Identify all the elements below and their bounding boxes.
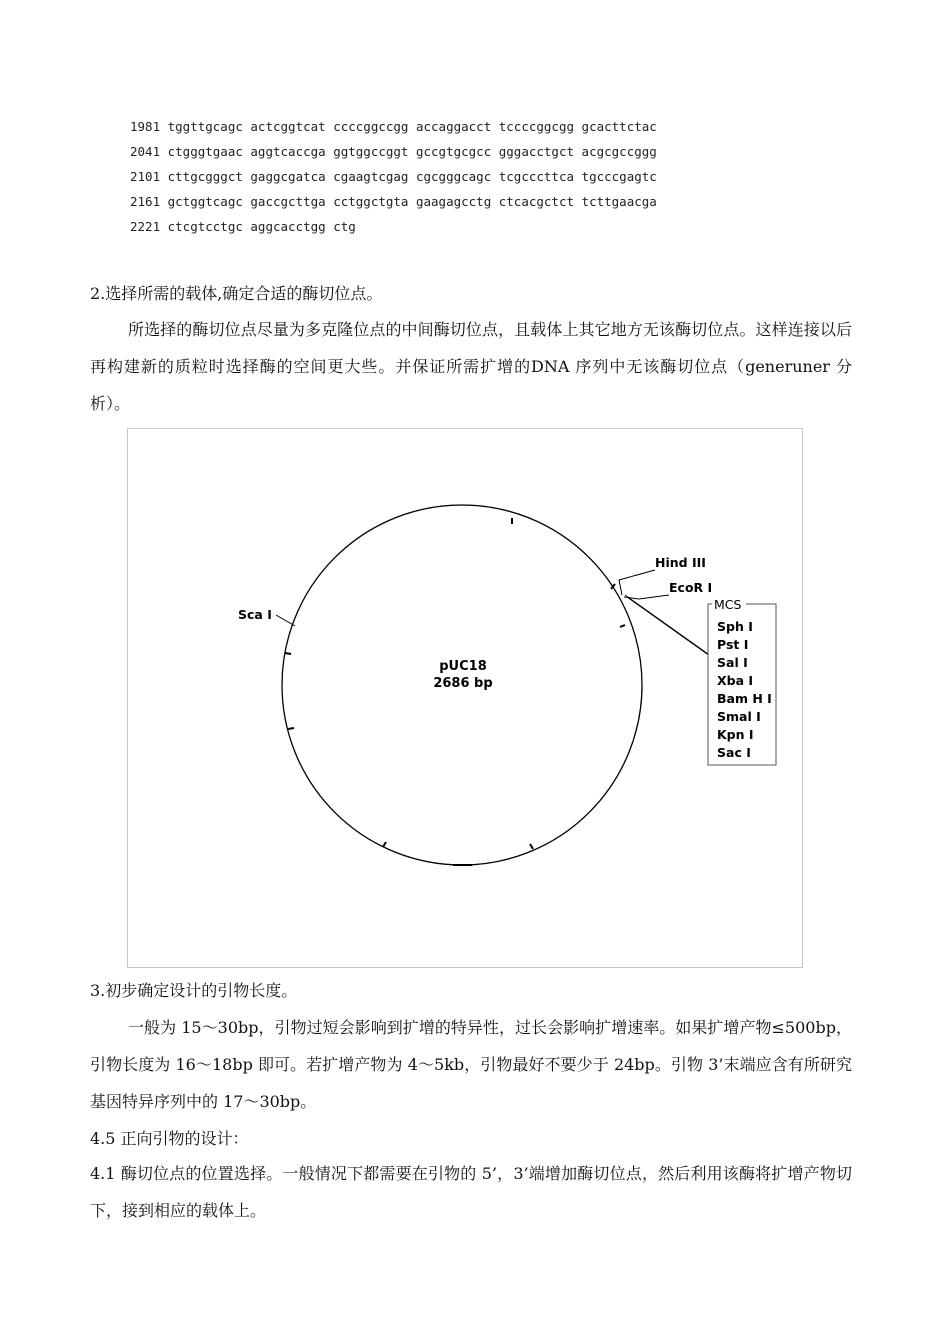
hind-iii-label: Hind III	[655, 555, 706, 570]
sequence-block	[130, 118, 657, 243]
mcs-site: Sac I	[717, 745, 751, 760]
plasmid-size: 2686 bp	[433, 676, 493, 691]
sequence-line: 1981 tggttgcagc actcggtcat ccccggccgg accaggacct tccccggcgg gcacttctac	[130, 119, 657, 134]
section-2-heading: 2.选择所需的载体,确定合适的酶切位点。	[90, 284, 383, 303]
mcs-site: Sal I	[717, 655, 748, 670]
ecor-i-leader	[624, 595, 669, 599]
plasmid-map-svg	[128, 429, 804, 969]
mcs-leader-lower	[627, 597, 710, 656]
section-3-heading: 3.初步确定设计的引物长度。	[90, 981, 298, 1000]
ecor-i-label: EcoR I	[669, 580, 713, 595]
sequence-line: 2161 gctggtcagc gaccgcttga cctggctgta gaagagcctg ctcacgctct tcttgaacga	[130, 194, 657, 209]
plasmid-map-figure	[127, 428, 803, 968]
mcs-title: MCS	[714, 597, 742, 612]
section-4-5-heading: 4.5 正向引物的设计：	[90, 1129, 249, 1148]
sequence-line: 2221 ctcgtcctgc aggcacctgg ctg	[130, 219, 356, 234]
mcs-site: Xba I	[717, 673, 754, 688]
mcs-site: Pst I	[717, 637, 749, 652]
sequence-line: 2041 ctgggtgaac aggtcaccga ggtggccggt gccgtgcgcc gggacctgct acgcgccggg	[130, 144, 657, 159]
sca-i-label: Sca I	[238, 607, 272, 622]
section-4-1-paragraph: 4.1 酶切位点的位置选择。一般情况下都需要在引物的 5’，3’端增加酶切位点，然后利用该酶将扩增产物切下，接到相应的载体上。	[90, 1164, 852, 1220]
mcs-site: Sph I	[717, 619, 753, 634]
section-2-paragraph: 所选择的酶切位点尽量为多克隆位点的中间酶切位点，且载体上其它地方无该酶切位点。这样连接以后再构建新的质粒时选择酶的空间更大些。并保证所需扩增的DNA 序列中无该酶切位点（generuner 分析）。	[90, 320, 852, 413]
mcs-site: Kpn I	[717, 727, 754, 742]
mcs-site: Smal I	[717, 709, 761, 724]
sequence-line: 2101 cttgcgggct gaggcgatca cgaagtcgag cgcgggcagc tcgcccttca tgcccgagtc	[130, 169, 657, 184]
hind-iii-leader	[619, 570, 655, 595]
plasmid-name: pUC18	[439, 659, 487, 674]
mcs-site: Bam H I	[717, 691, 772, 706]
sca-i-leader	[276, 615, 295, 626]
section-3-paragraph: 一般为 15～30bp，引物过短会影响到扩增的特异性，过长会影响扩增速率。如果扩增产物≤500bp，引物长度为 16～18bp 即可。若扩增产物为 4～5kb，引物最好不要少于 24bp。引物 3’末端应含有所研究基因特异序列中的 17～30bp。	[90, 1018, 852, 1111]
